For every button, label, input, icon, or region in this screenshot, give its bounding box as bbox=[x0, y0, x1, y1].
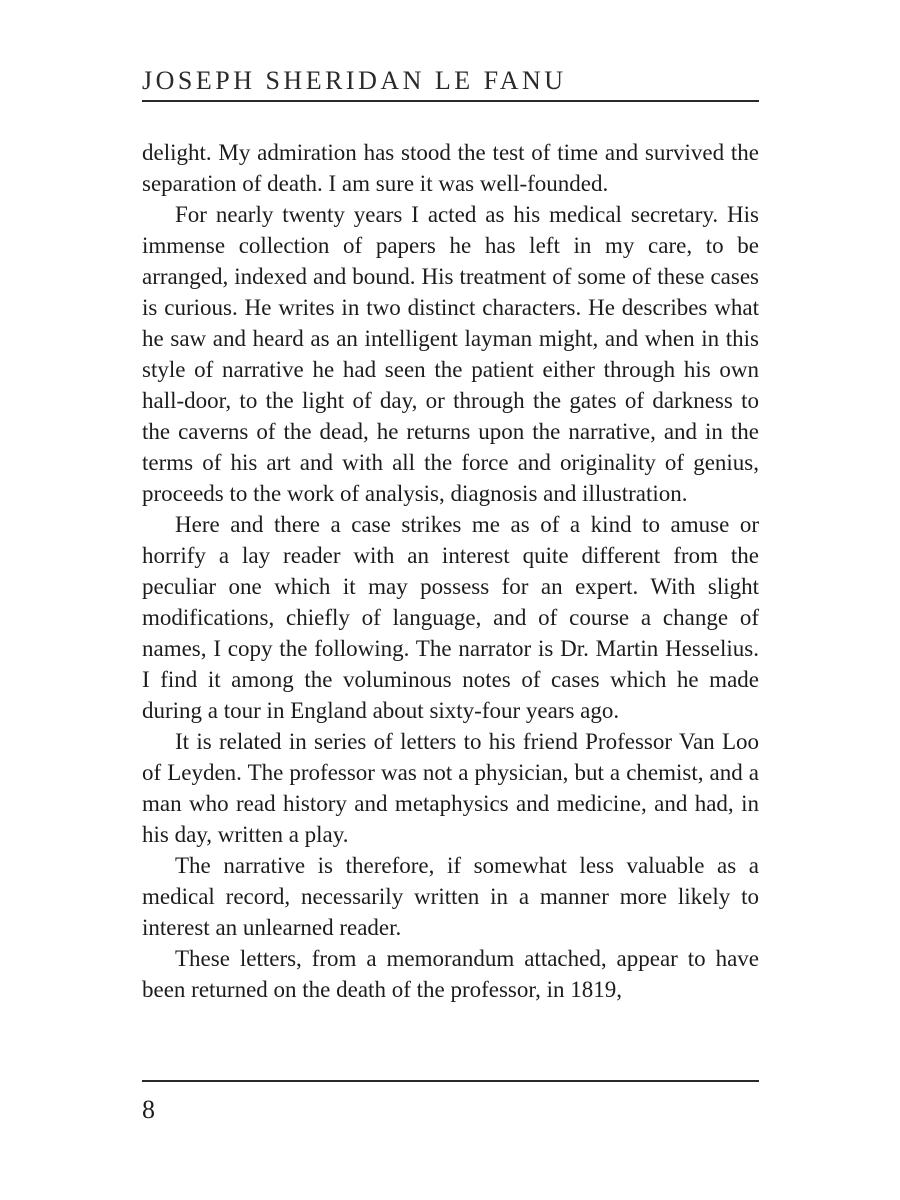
footer-rule bbox=[142, 1080, 759, 1082]
paragraph: delight. My admiration has stood the test of time and survived the separation of death. I am sure it was well-founded. bbox=[142, 140, 759, 196]
paragraph: These letters, from a memorandum attached, appear to have been returned on the death of the professor, in 1819, bbox=[142, 946, 759, 1002]
header-rule bbox=[142, 100, 759, 102]
paragraph: The narrative is therefore, if somewhat less valuable as a medical record, necessarily written in a manner more likely to interest an unlearned reader. bbox=[142, 853, 759, 940]
running-header: JOSEPH SHERIDAN LE FANU bbox=[142, 66, 567, 95]
body-text bbox=[142, 137, 759, 1005]
paragraph: It is related in series of letters to his friend Professor Van Loo of Leyden. The professor was not a physician, but a chemist, and a man who read history and metaphysics and medicine, and had, in his day, written a play. bbox=[142, 729, 759, 847]
paragraph: Here and there a case strikes me as of a kind to amuse or horrify a lay reader with an interest quite different from the peculiar one which it may possess for an expert. With slight modifications, chiefly of language, and of course a change of names, I copy the following. The narrator is Dr. Martin Hesselius. I find it among the voluminous notes of cases which he made during a tour in England about sixty-four years ago. bbox=[142, 512, 759, 723]
page-number: 8 bbox=[142, 1095, 155, 1124]
paragraph: For nearly twenty years I acted as his medical secretary. His immense collection of papers he has left in my care, to be arranged, indexed and bound. His treatment of some of these cases is curious. He writes in two distinct characters. He describes what he saw and heard as an intelligent layman might, and when in this style of narrative he had seen the patient either through his own hall-door, to the light of day, or through the gates of darkness to the caverns of the dead, he returns upon the narrative, and in the terms of his art and with all the force and originality of genius, proceeds to the work of analysis, diagnosis and illustration. bbox=[142, 202, 759, 506]
